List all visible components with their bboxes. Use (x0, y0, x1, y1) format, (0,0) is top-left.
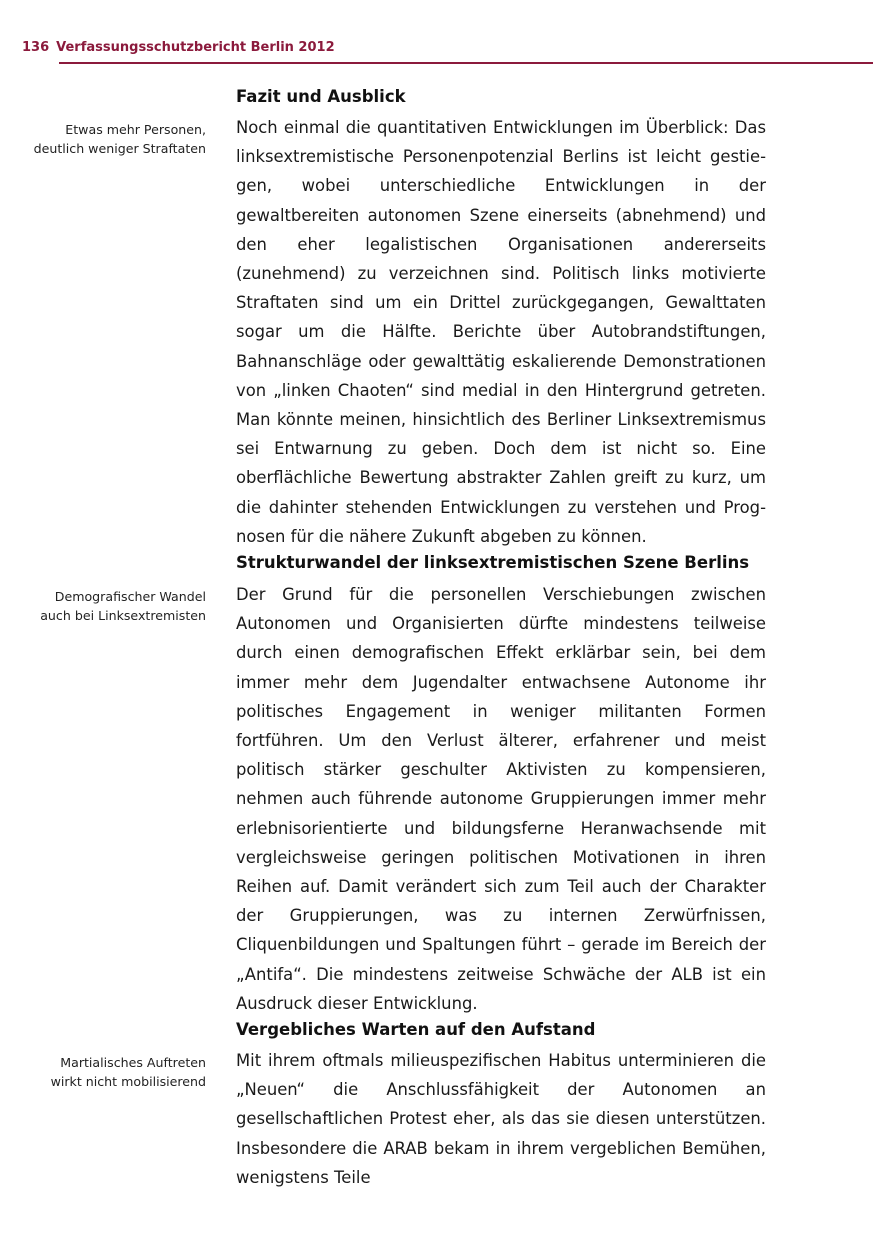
section-body-fazit: Noch einmal die quantitativen Entwicklungen im Überblick: Das linksextremistische Personenpotenzial Berlins ist leicht gestiegen, wobei unterschiedliche Entwicklungen in der gewaltbereiten autonomen Szene einerseits (abnehmend) und den eher legalistischen Organisationen andererseits (zunehmend) zu verzeichnen sind. Politisch links motivierte Straftaten sind um ein Drittel zurückgegangen, Gewalttaten sogar um die Hälfte. Berichte über Autobrandstiftungen, Bahnanschläge oder gewalttätig eskalierende Demonstrationen von „linken Chaoten“ sind medial in den Hintergrund getreten. Man könnte meinen, hinsichtlich des Berliner Linksextremismus sei Entwarnung zu geben. Doch dem ist nicht so. Eine oberflächliche Bewertung abstrakter Zahlen greift zu kurz, um die dahinter stehenden Entwicklungen zu verstehen und Prognosen für die nähere Zukunft abgeben zu können. (236, 118, 766, 546)
margin-note-aufstand: Martialisches Auftreten wirkt nicht mobilisierend (50, 1055, 206, 1089)
section-heading-strukturwandel: Strukturwandel der linksextremistischen Szene Berlins (236, 553, 750, 572)
running-header (22, 40, 335, 55)
page-number: 136 (22, 40, 50, 55)
section-body-strukturwandel: Der Grund für die personellen Verschiebungen zwischen Autonomen und Organisierten dürfte mindestens teilweise durch einen demografischen Effekt erklärbar sein, bei dem immer mehr dem Jugendalter entwachsene Autonome ihr politisches Engagement in weniger militanten Formen fortführen. Um den Verlust älterer, erfahrener und meist politisch stärker geschulter Aktivisten zu kompensieren, nehmen auch führende autonome Gruppierungen immer mehr erlebnisorientierte und bildungsferne Heranwachsende mit vergleichsweise geringen politischen Motivationen in ihren Reihen auf. Damit verändert sich zum Teil auch der Charakter der Gruppierungen, was zu internen Zerwürfnissen, Cliquenbildungen und Spaltungen führt – gerade im Bereich der „Antifa“. Die mindestens zeitweise Schwäche der ALB ist ein Ausdruck dieser Entwicklung. (236, 585, 766, 1013)
header-rule (59, 62, 873, 64)
section-heading-fazit: Fazit und Ausblick (236, 87, 406, 106)
section-body-aufstand: Mit ihrem oftmals milieuspezifischen Habitus unterminieren die „Neuen“ die Anschlussfähigkeit der Autonomen an gesellschaftlichen Protest eher, als das sie diesen unterstützen. Insbesondere die ARAB bekam in ihrem vergeblichen Bemühen, wenigstens Teile (236, 1051, 766, 1187)
running-title: Verfassungsschutzbericht Berlin 2012 (56, 40, 335, 55)
margin-note-strukturwandel: Demografischer Wandel auch bei Linksextremisten (40, 589, 206, 623)
section-heading-aufstand: Vergebliches Warten auf den Aufstand (236, 1020, 596, 1039)
margin-note-fazit: Etwas mehr Personen, deutlich weniger Straftaten (33, 122, 206, 156)
